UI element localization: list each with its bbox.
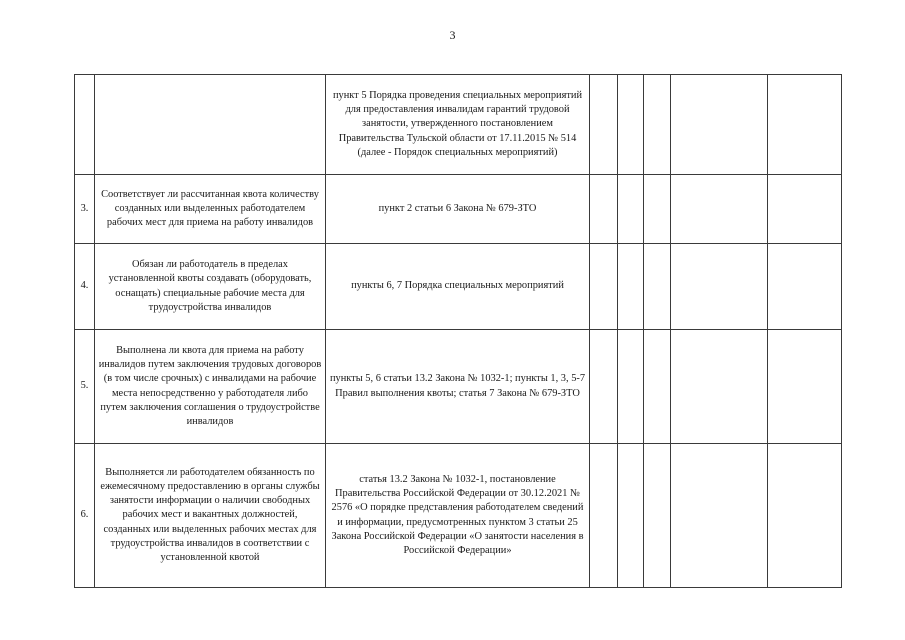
question-cell: Соответствует ли рассчитанная квота количеству созданных или выделенных работодателем рабочих мест для приема на работу инвалидов bbox=[95, 175, 326, 244]
answer-no-cell bbox=[618, 75, 644, 175]
answer-yes-cell bbox=[590, 175, 618, 244]
table-row bbox=[75, 75, 842, 175]
answer-na-cell bbox=[644, 330, 671, 444]
table-row bbox=[75, 244, 842, 330]
table-row bbox=[75, 444, 842, 588]
remarks-cell bbox=[671, 244, 768, 330]
notes-cell bbox=[768, 75, 842, 175]
answer-no-cell bbox=[618, 330, 644, 444]
answer-no-cell bbox=[618, 444, 644, 588]
table-row bbox=[75, 330, 842, 444]
answer-yes-cell bbox=[590, 444, 618, 588]
answer-na-cell bbox=[644, 444, 671, 588]
row-number: 4. bbox=[75, 244, 95, 330]
answer-yes-cell bbox=[590, 75, 618, 175]
question-cell: Выполняется ли работодателем обязанность по ежемесячному предоставлению в органы службы занятости информации о наличии свободных рабочих мест и вакантных должностей, созданных или выделенных рабочих местах для трудоустройства инвалидов в соответствии с установленной квотой bbox=[95, 444, 326, 588]
legal-basis-cell: пункт 2 статьи 6 Закона № 679-ЗТО bbox=[326, 175, 590, 244]
remarks-cell bbox=[671, 330, 768, 444]
answer-no-cell bbox=[618, 244, 644, 330]
notes-cell bbox=[768, 330, 842, 444]
question-cell: Выполнена ли квота для приема на работу инвалидов путем заключения трудовых договоров (в том числе срочных) с инвалидами на рабочие места непосредственно у работодателя либо путем заключения соглашения о трудоустройстве инвалидов bbox=[95, 330, 326, 444]
remarks-cell bbox=[671, 175, 768, 244]
legal-basis-cell: пункты 6, 7 Порядка специальных мероприятий bbox=[326, 244, 590, 330]
remarks-cell bbox=[671, 444, 768, 588]
answer-yes-cell bbox=[590, 244, 618, 330]
answer-na-cell bbox=[644, 244, 671, 330]
table-row bbox=[75, 175, 842, 244]
answer-no-cell bbox=[618, 175, 644, 244]
question-cell: Обязан ли работодатель в пределах установленной квоты создавать (оборудовать, оснащать) специальные рабочие места для трудоустройства инвалидов bbox=[95, 244, 326, 330]
answer-na-cell bbox=[644, 175, 671, 244]
notes-cell bbox=[768, 444, 842, 588]
row-number bbox=[75, 75, 95, 175]
notes-cell bbox=[768, 244, 842, 330]
legal-basis-cell: статья 13.2 Закона № 1032-1, постановление Правительства Российской Федерации от 30.12.2021 № 2576 «О порядке представления работодателем сведений и информации, предусмотренных пунктом 3 статьи 25 Закона Российской Федерации «О занятости населения в Российской Федерации» bbox=[326, 444, 590, 588]
row-number: 5. bbox=[75, 330, 95, 444]
remarks-cell bbox=[671, 75, 768, 175]
row-number: 6. bbox=[75, 444, 95, 588]
page-number: 3 bbox=[449, 28, 456, 42]
row-number: 3. bbox=[75, 175, 95, 244]
question-cell bbox=[95, 75, 326, 175]
legal-basis-cell: пункт 5 Порядка проведения специальных мероприятий для предоставления инвалидам гарантий трудовой занятости, утвержденного постановлением Правительства Тульской области от 17.11.2015 № 514 (далее - Порядок специальных мероприятий) bbox=[326, 75, 590, 175]
notes-cell bbox=[768, 175, 842, 244]
legal-basis-cell: пункты 5, 6 статьи 13.2 Закона № 1032-1; пункты 1, 3, 5-7 Правил выполнения квоты; статья 7 Закона № 679-ЗТО bbox=[326, 330, 590, 444]
answer-na-cell bbox=[644, 75, 671, 175]
answer-yes-cell bbox=[590, 330, 618, 444]
checklist-table bbox=[74, 74, 842, 588]
